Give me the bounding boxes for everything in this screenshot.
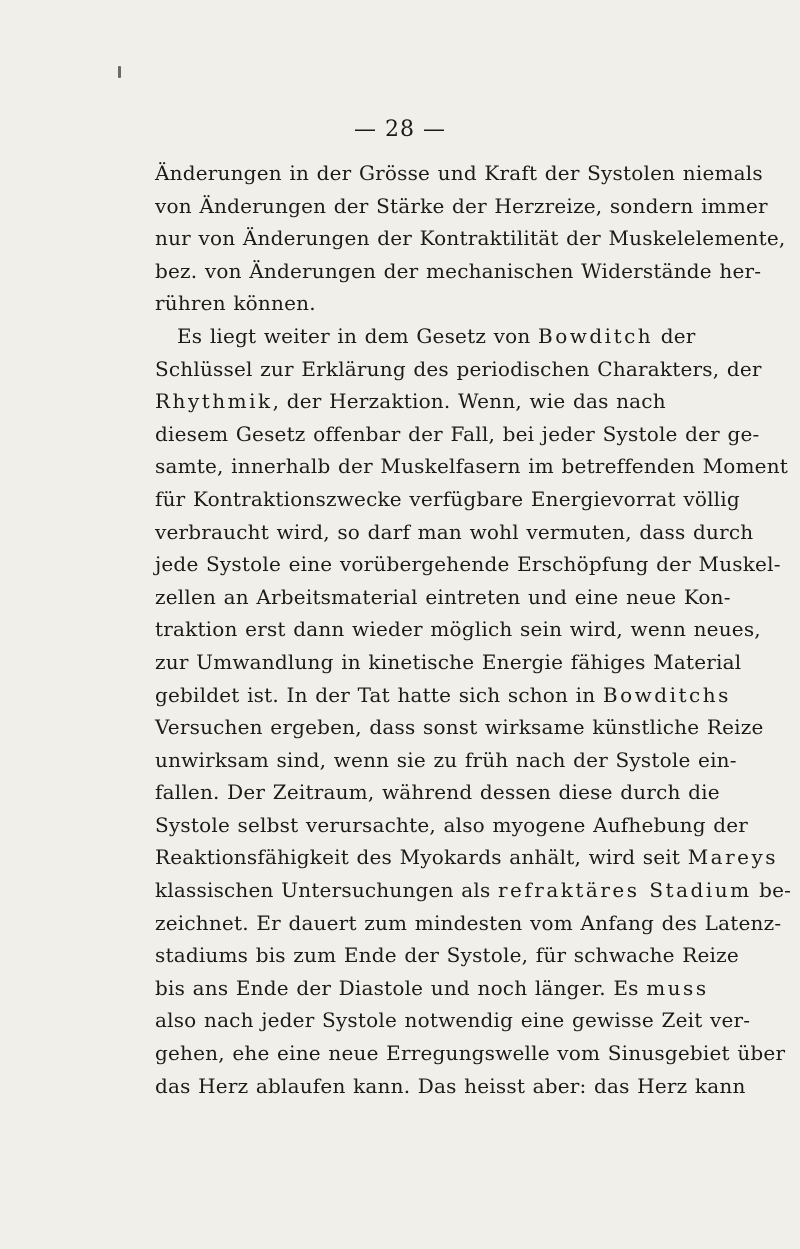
text-line (155, 516, 754, 549)
text-line (155, 939, 739, 972)
text-line (155, 809, 749, 842)
text-run: samte, innerhalb der Muskelfasern im betreffenden Moment (155, 454, 789, 479)
text-run: Es liegt weiter in dem Gesetz von (177, 323, 539, 348)
text-run: fallen. Der Zeitraum, während dessen diese durch die (155, 780, 720, 805)
text-run: für Kontraktionszwecke verfügbare Energievorrat völlig (155, 486, 740, 511)
text-run: , der Herzaktion. Wenn, wie das nach (272, 389, 666, 414)
text-line (155, 646, 742, 679)
text-line (155, 418, 760, 451)
text-run: traktion erst dann wieder möglich sein wird, wenn neues, (155, 617, 761, 642)
text-line (155, 744, 737, 777)
spaced-emphasis: Rhythmik (155, 389, 273, 414)
text-run: das Herz ablaufen kann. Das heisst aber: das Herz kann (155, 1073, 746, 1098)
text-line (155, 385, 665, 418)
text-line (155, 157, 763, 190)
text-line (155, 776, 720, 809)
text-run: zur Umwandlung in kinetische Energie fähiges Material (155, 649, 742, 674)
text-run: gehen, ehe eine neue Erregungswelle vom Sinusgebiet über (155, 1041, 786, 1066)
text-line (155, 255, 762, 288)
text-line (155, 1070, 746, 1103)
text-line (155, 320, 696, 353)
text-run: nur von Änderungen der Kontraktilität der Muskelelemente, (155, 226, 786, 251)
text-run: also nach jeder Systole notwendig eine gewisse Zeit ver- (155, 1008, 751, 1033)
text-line (155, 1037, 786, 1070)
text-run: der (653, 323, 696, 348)
text-run: gebildet ist. In der Tat hatte sich schon in (155, 682, 603, 707)
text-line (155, 548, 781, 581)
text-run: verbraucht wird, so darf man wohl vermuten, dass durch (155, 519, 754, 544)
text-line (155, 972, 709, 1005)
text-run: rühren können. (155, 291, 316, 316)
spaced-emphasis: refraktäres Stadium (497, 878, 752, 903)
text-line (155, 287, 665, 320)
text-run: Änderungen in der Grösse und Kraft der Systolen niemals (155, 161, 763, 185)
text-run: zeichnet. Er dauert zum mindesten vom Anfang des Latenz- (155, 910, 782, 935)
spaced-emphasis: muss (646, 975, 709, 1000)
text-run: diesem Gesetz offenbar der Fall, bei jeder Systole der ge- (155, 421, 760, 446)
page-number: — 28 — (354, 117, 446, 142)
text-run: Schlüssel zur Erklärung des periodischen Charakters, der (155, 356, 762, 381)
text-run: be- (751, 878, 792, 903)
text-run: von Änderungen der Stärke der Herzreize, sondern immer (155, 193, 768, 218)
text-line (155, 450, 789, 483)
paragraph (155, 320, 792, 1102)
text-line (155, 483, 740, 516)
text-run: Reaktionsfähigkeit des Myokards anhält, wird seit (155, 845, 688, 870)
text-run: klassischen Untersuchungen als (155, 878, 498, 903)
text-line (155, 874, 792, 907)
text-line (155, 613, 761, 646)
body-text (155, 157, 792, 1102)
text-run: zellen an Arbeitsmaterial eintreten und eine neue Kon- (155, 584, 731, 609)
text-run: Systole selbst verursachte, also myogene Aufhebung der (155, 812, 749, 837)
spaced-emphasis: Bowditch (538, 323, 654, 348)
spaced-emphasis: Mareys (687, 845, 779, 870)
text-line (155, 222, 786, 255)
text-run: unwirksam sind, wenn sie zu früh nach der Systole ein- (155, 747, 737, 772)
text-run: Versuchen ergeben, dass sonst wirksame künstliche Reize (155, 715, 764, 740)
text-line (155, 190, 768, 223)
margin-mark (118, 66, 121, 78)
text-line (155, 841, 779, 874)
paragraph (155, 157, 786, 320)
text-line (155, 711, 764, 744)
text-run: bis ans Ende der Diastole und noch länger. Es (155, 975, 647, 1000)
text-line (155, 581, 731, 614)
spaced-emphasis: Bowditchs (602, 682, 731, 707)
text-line (155, 1004, 751, 1037)
text-line (155, 353, 762, 386)
text-run: stadiums bis zum Ende der Systole, für schwache Reize (155, 943, 739, 968)
text-run: jede Systole eine vorübergehende Erschöpfung der Muskel- (155, 552, 781, 577)
text-line (155, 907, 782, 940)
text-line (155, 679, 731, 712)
text-run: bez. von Änderungen der mechanischen Widerstände her- (155, 258, 762, 283)
